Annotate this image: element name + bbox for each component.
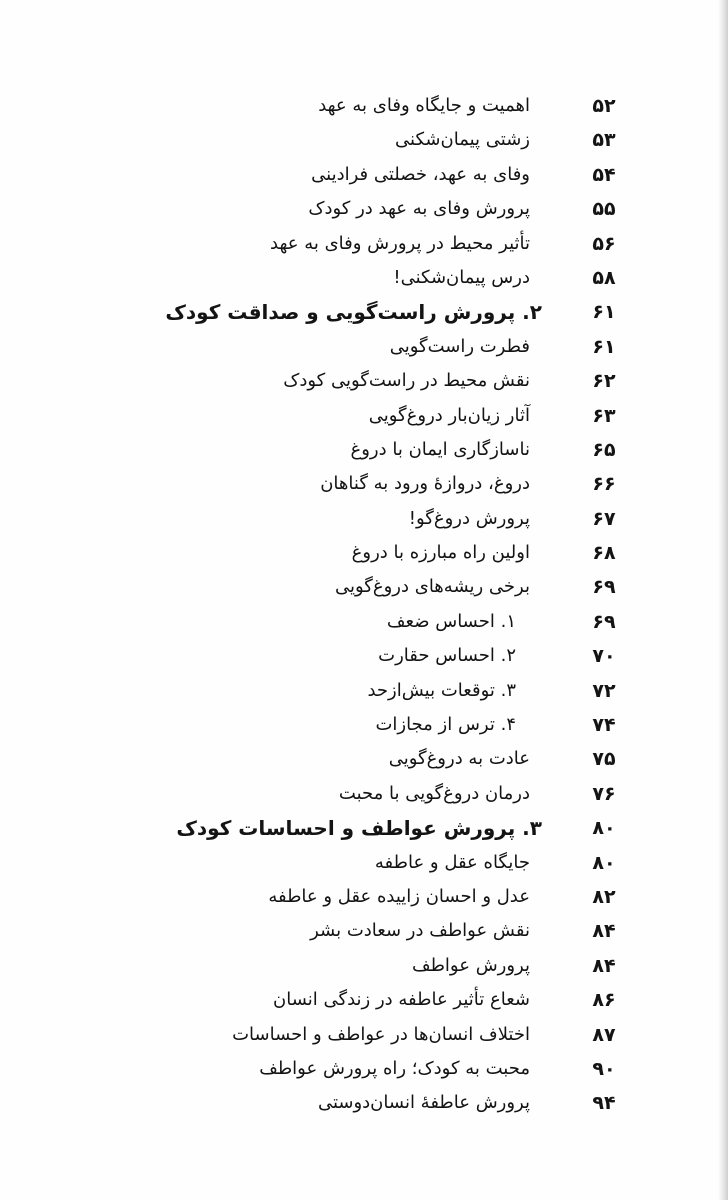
toc-entry-title: تأثیر محیط در پرورش وفای به عهد [270,232,530,254]
toc-entry [120,263,620,297]
toc-entry [120,882,620,916]
toc-entry-title: آثار زیان‌بار دروغ‌گویی [368,404,530,426]
toc-entry [120,538,620,572]
toc-page-number: ۶۱ [592,301,616,324]
toc-page-number: ۶۹ [592,576,616,599]
toc-page-number: ۷۶ [592,782,616,805]
toc-entry [120,366,620,400]
toc-entry-title: ۲. پرورش راست‌گویی و صداقت کودک [165,300,542,325]
toc-entry-title: نقش عواطف در سعادت بشر [310,920,530,942]
toc-page-number: ۸۰ [592,817,616,840]
toc-entry-title: ۴. ترس از مجازات [375,714,516,736]
toc-entry [120,1088,620,1122]
toc-page-number: ۵۶ [592,232,616,255]
toc-entry-title: پرورش عواطف [411,954,530,976]
toc-entry [120,779,620,813]
toc-entry [120,676,620,710]
toc-entry-title: نقش محیط در راست‌گویی کودک [283,370,530,392]
toc-page-number: ۸۷ [592,1023,616,1046]
toc-page-number: ۶۱ [592,335,616,358]
toc-entry [120,125,620,159]
toc-page-number: ۸۶ [592,989,616,1012]
toc-entry [120,1054,620,1088]
toc-entry [120,572,620,606]
toc-page-number: ۶۲ [592,370,616,393]
toc-entry-title: پرورش وفای به عهد در کودک [308,198,530,220]
toc-entry-title: اختلاف انسان‌ها در عواطف و احساسات [232,1023,530,1045]
toc-entry-title: جایگاه عقل و عاطفه [374,851,530,873]
toc-entry [120,469,620,503]
toc-entry-title: ۳. توقعات بیش‌ازحد [367,679,516,701]
toc-entry [120,985,620,1019]
toc-page-number: ۵۵ [592,198,616,221]
toc-entry-title: درس پیمان‌شکنی! [393,266,530,288]
toc-entry-title: اولین راه مبارزه با دروغ [351,542,530,564]
toc-entry-title: برخی ریشه‌های دروغ‌گویی [334,576,530,598]
toc-entry [120,91,620,125]
toc-entry-title: محبت به کودک؛ راه پرورش عواطف [259,1057,530,1079]
toc-page-number: ۷۲ [592,679,616,702]
toc-entry [120,504,620,538]
toc-page-number: ۶۵ [592,438,616,461]
toc-entry-title: عادت به دروغ‌گویی [388,748,530,770]
toc-entry-title: اهمیت و جایگاه وفای به عهد [318,95,530,116]
toc-entry-title: ۳. پرورش عواطف و احساسات کودک [176,816,542,841]
toc-page-number: ۸۲ [592,885,616,908]
toc-page-number: ۶۷ [592,507,616,530]
toc-page-number: ۷۴ [592,714,616,737]
toc-page-number: ۶۹ [592,610,616,633]
toc-entry [120,641,620,675]
toc-page-number: ۵۳ [592,129,616,152]
toc-entry [120,1020,620,1054]
page-edge-shadow [718,0,728,1200]
toc-entry [120,332,620,366]
toc-entry [120,848,620,882]
toc-page-number: ۹۰ [592,1057,616,1080]
toc-entry-title: درمان دروغ‌گویی با محبت [338,782,530,804]
toc-page-number: ۷۰ [592,645,616,668]
toc-entry-title: دروغ، دروازهٔ ورود به گناهان [320,473,530,495]
toc-entry [120,607,620,641]
toc-entry [120,744,620,778]
toc-entry [120,401,620,435]
toc-entry-title: شعاع تأثیر عاطفه در زندگی انسان [273,989,530,1011]
toc-entry-title: ۱. احساس ضعف [386,610,516,632]
toc-entry [120,951,620,985]
toc-chapter-heading [120,813,620,847]
toc-entry-title: وفای به عهد، خصلتی فرادینی [311,163,530,185]
toc-entry-title: زشتی پیمان‌شکنی [395,129,530,151]
toc-entry [120,916,620,950]
toc-page-number: ۹۴ [592,1092,616,1115]
toc-entry-title: فطرت راست‌گویی [389,335,530,357]
toc-page-number: ۶۶ [592,473,616,496]
toc-page-number: ۶۳ [592,404,616,427]
toc-entry [120,435,620,469]
toc-page-number: ۶۸ [592,542,616,565]
toc-entry [120,710,620,744]
toc-page-number: ۸۰ [592,851,616,874]
table-of-contents [120,91,620,1123]
toc-page-number: ۸۴ [592,920,616,943]
toc-entry-title: پرورش دروغ‌گو! [408,507,530,529]
toc-entry [120,229,620,263]
toc-page-number: ۷۵ [592,748,616,771]
toc-page-number: ۵۲ [592,95,616,117]
toc-chapter-heading [120,297,620,331]
toc-entry-title: ۲. احساس حقارت [378,645,516,667]
toc-page-number: ۵۴ [592,163,616,186]
toc-entry-title: عدل و احسان زاییده عقل و عاطفه [268,885,530,907]
toc-page-number: ۸۴ [592,954,616,977]
toc-entry-title: ناسازگاری ایمان با دروغ [350,438,530,460]
toc-page-number: ۵۸ [592,266,616,289]
toc-entry [120,160,620,194]
toc-entry [120,194,620,228]
toc-entry-title: پرورش عاطفهٔ انسان‌دوستی [317,1092,530,1114]
